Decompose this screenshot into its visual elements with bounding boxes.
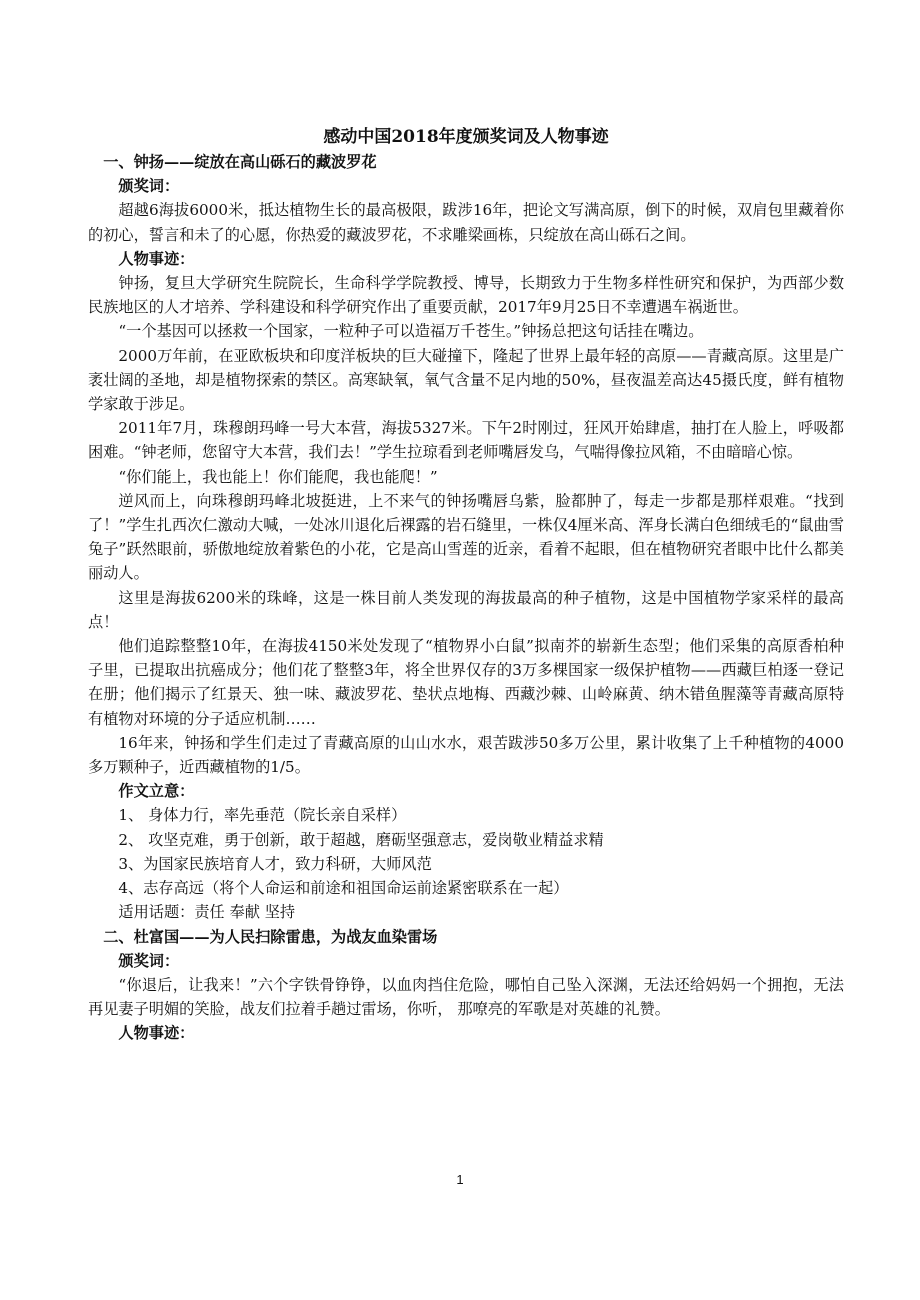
story-paragraph: 他们追踪整整10年，在海拔4150米处发现了“植物界小白鼠”拟南芥的崭新生态型；他们采集的高原香柏种子里，已提取出抗癌成分；他们花了整整3年，将全世界仅存的3万多棵国家一级保护植物——西藏巨柏逐一登记在册；他们揭示了红景天、独一味、藏波罗花、垫状点地梅、西藏沙棘、山岭麻黄、纳木错鱼腥藻等青藏高原特有植物对环境的分子适应机制…… bbox=[88, 637, 844, 728]
section-2-story-label: 人物事迹： bbox=[118, 1024, 195, 1043]
essay-point: 1、 身体力行，率先垂范（院长亲自采样） bbox=[118, 806, 407, 825]
page-number: 1 bbox=[456, 1172, 464, 1187]
section-1-heading: 一、钟扬——绽放在高山砾石的藏波罗花 bbox=[103, 153, 377, 171]
essay-point: 2、 攻坚克难，勇于创新，敢于超越，磨砺坚强意志，爱岗敬业精益求精 bbox=[118, 830, 604, 849]
story-paragraph: 钟扬，复旦大学研究生院院长，生命科学学院教授、博导，长期致力于生物多样性研究和保护，为西部少数民族地区的人才培养、学科建设和科学研究作出了重要贡献，2017年9月25日不幸遭遇车祸逝世。 bbox=[88, 274, 844, 317]
essay-point: 3、为国家民族培育人才，致力科研，大师风范 bbox=[118, 854, 432, 873]
section-2-heading: 二、杜富国——为人民扫除雷患，为战友血染雷场 bbox=[103, 927, 438, 946]
section-1-essay-label: 作文立意： bbox=[118, 782, 195, 801]
story-paragraph: “一个基因可以拯救一个国家，一粒种子可以造福万千苍生。”钟扬总把这句话挂在嘴边。 bbox=[118, 322, 704, 341]
document-body bbox=[88, 124, 844, 1046]
section-2-award-label: 颁奖词： bbox=[118, 951, 180, 970]
story-paragraph: 这里是海拔6200米的珠峰，这是一株目前人类发现的海拔最高的种子植物，这是中国植物学家采样的最高点！ bbox=[88, 588, 844, 631]
section-1-award-text: 超越6海拔6000米，抵达植物生长的最高极限，跋涉16年，把论文写满高原，倒下的时候，双肩包里藏着你的初心，誓言和未了的心愿，你热爱的藏波罗花，不求雕梁画栋，只绽放在高山砾石之间。 bbox=[88, 201, 844, 244]
section-1-topics: 适用话题：责任 奉献 坚持 bbox=[118, 903, 296, 922]
essay-point: 4、志存高远（将个人命运和前途和祖国命运前途紧密联系在一起） bbox=[118, 879, 569, 898]
story-paragraph: 逆风而上，向珠穆朗玛峰北坡挺进，上不来气的钟扬嘴唇乌紫，脸都肿了，每走一步都是那样艰难。“找到了！”学生扎西次仁激动大喊，一处冰川退化后裸露的岩石缝里，一株仅4厘米高、浑身长满白色细绒毛的“鼠曲雪兔子”跃然眼前，骄傲地绽放着紫色的小花，它是高山雪莲的近亲，看着不起眼，但在植物研究者眼中比什么都美丽动人。 bbox=[88, 491, 844, 583]
story-paragraph: “你们能上，我也能上！你们能爬，我也能爬！” bbox=[118, 467, 438, 486]
section-1-story-label: 人物事迹： bbox=[118, 249, 195, 268]
document-title: 感动中国2018年度颁奖词及人物事迹 bbox=[323, 127, 609, 147]
story-paragraph: 2000万年前，在亚欧板块和印度洋板块的巨大碰撞下，隆起了世界上最年轻的高原——青藏高原。这里是广袤壮阔的圣地，却是植物探索的禁区。高寒缺氧，氧气含量不足内地的50%，昼夜温差高达45摄氏度，鲜有植物学家敢于涉足。 bbox=[88, 346, 844, 414]
story-paragraph: 2011年7月，珠穆朗玛峰一号大本营，海拔5327米。下午2时刚过，狂风开始肆虐，抽打在人脸上，呼吸都困难。“钟老师，您留守大本营，我们去！”学生拉琼看到老师嘴唇发乌，气喘得像拉风箱，不由暗暗心惊。 bbox=[88, 419, 844, 462]
section-2-award-text: “你退后，让我来！”六个字铁骨铮铮，以血肉挡住危险，哪怕自己坠入深渊，无法还给妈妈一个拥抱，无法再见妻子明媚的笑脸，战友们拉着手趟过雷场，你听， 那嘹亮的军歌是对英雄的礼赞。 bbox=[88, 975, 844, 1019]
story-paragraph: 16年来，钟扬和学生们走过了青藏高原的山山水水，艰苦跋涉50多万公里，累计收集了上千种植物的4000多万颗种子，近西藏植物的1/5。 bbox=[88, 733, 844, 777]
section-1-award-label: 颁奖词： bbox=[118, 177, 180, 196]
